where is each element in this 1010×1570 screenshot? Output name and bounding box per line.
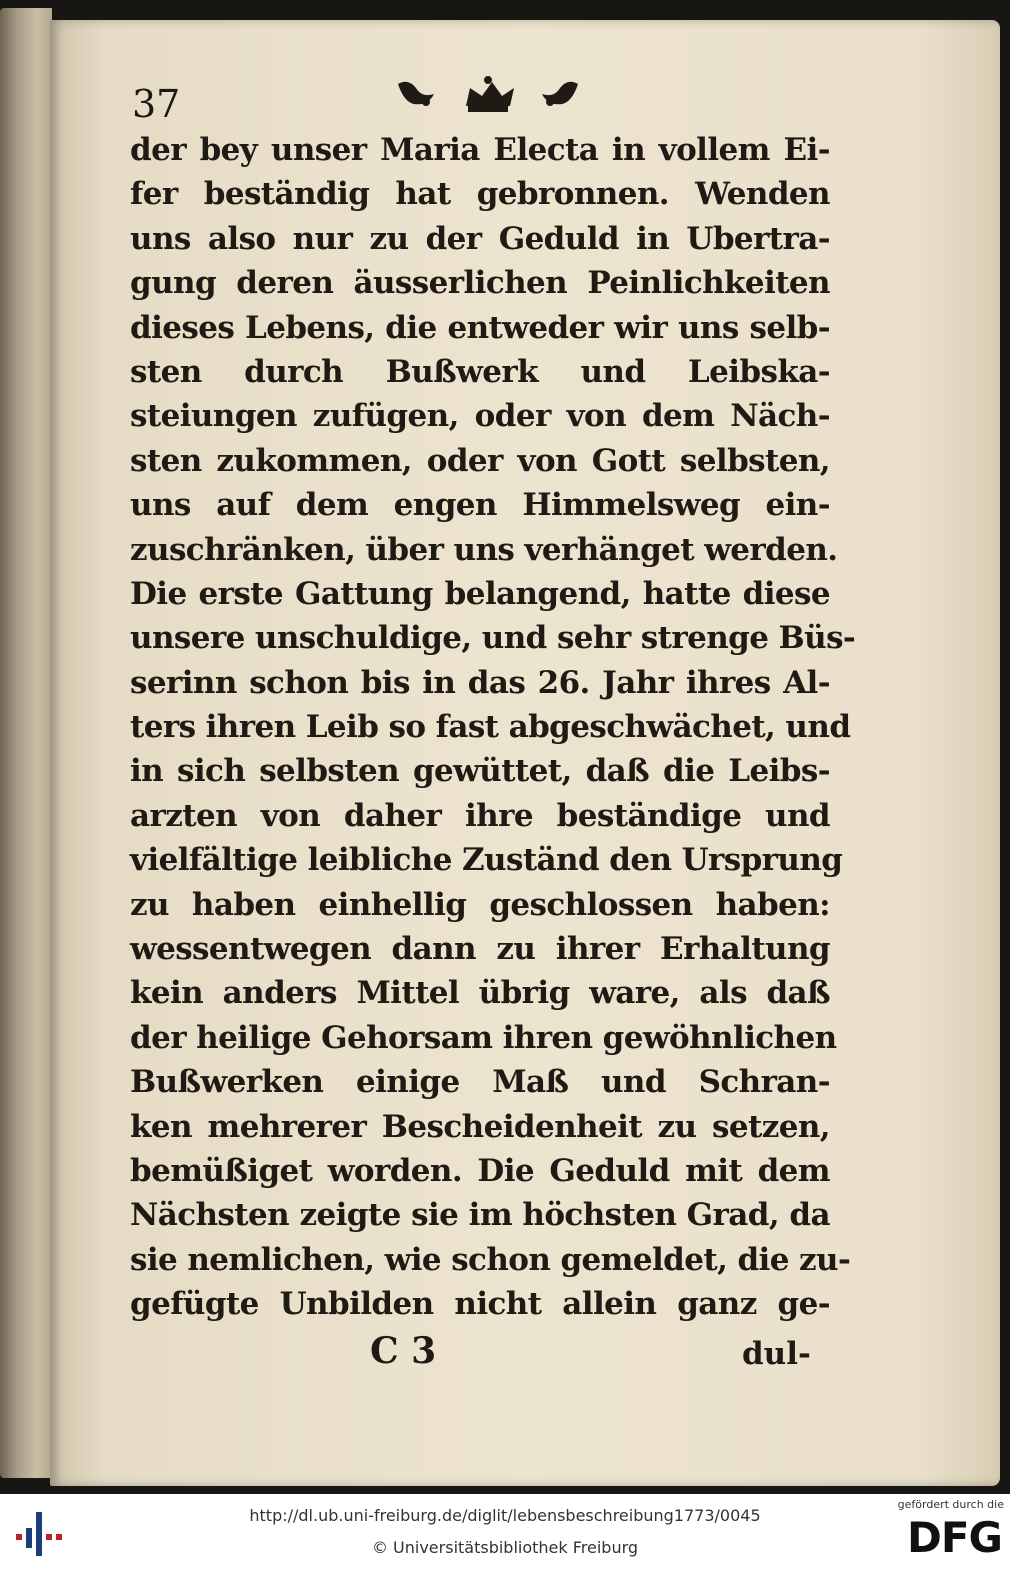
text-line: kein anders Mittel übrig ware, als daß [130, 975, 830, 1012]
text-line: Bußwerken einige Maß und Schran- [130, 1064, 830, 1101]
text-line: in sich selbsten gewüttet, daß die Leibs- [130, 753, 830, 790]
dfg-logo: DFG [906, 1513, 1002, 1562]
text-line: Nächsten zeigte sie im höchsten Grad, da [130, 1197, 830, 1234]
text-line: der heilige Gehorsam ihren gewöhnlichen [130, 1019, 837, 1056]
crown-ornament-icon [388, 72, 588, 120]
funding-caption: gefördert durch die [897, 1498, 1004, 1511]
text-line: ters ihren Leib so fast abgeschwächet, und [130, 709, 851, 746]
page-number: 37 [132, 82, 181, 126]
text-line: gefügte Unbilden nicht allein ganz ge- [130, 1286, 830, 1323]
copyright-notice: © Universitätsbibliothek Freiburg [371, 1538, 639, 1557]
text-line: gung deren äusserlichen Peinlichkeiten [130, 265, 830, 302]
text-line: bemüßiget worden. Die Geduld mit dem [130, 1152, 830, 1189]
text-line: ken mehrerer Bescheidenheit zu setzen, [130, 1108, 830, 1145]
signature-mark: C 3 [370, 1330, 437, 1372]
permalink-url[interactable]: http://dl.ub.uni-freiburg.de/diglit/lebensbeschreibung1773/0045 [249, 1506, 761, 1525]
text-line: uns auf dem engen Himmelsweg ein- [130, 487, 830, 524]
viewer-footer [0, 1494, 1010, 1570]
text-line: der bey unser Maria Electa in vollem Ei- [130, 132, 830, 168]
text-line: sie nemlichen, wie schon gemeldet, die zu- [130, 1241, 851, 1278]
text-line: steiungen zufügen, oder von dem Näch- [130, 398, 830, 435]
text-line: unsere unschuldige, und sehr strenge Büs- [130, 620, 856, 657]
body-text [130, 128, 856, 1327]
text-line: uns also nur zu der Geduld in Ubertra- [130, 220, 830, 257]
text-line: Die erste Gattung belangend, hatte diese [130, 575, 830, 612]
text-line: serinn schon bis in das 26. Jahr ihres Al- [130, 664, 830, 701]
text-line: sten durch Bußwerk und Leibska- [130, 353, 830, 390]
text-line: vielfältige leibliche Zuständ den Ursprung [130, 842, 843, 879]
text-line: dieses Lebens, die entweder wir uns selb- [130, 309, 830, 346]
text-line: zu haben einhellig geschlossen haben: [130, 886, 830, 923]
text-line: fer beständig hat gebronnen. Wenden [130, 176, 830, 213]
text-line: wessentwegen dann zu ihrer Erhaltung [130, 931, 830, 968]
text-line: sten zukommen, oder von Gott selbsten, [130, 442, 830, 479]
text-line: arzten von daher ihre beständige und [130, 797, 830, 834]
previous-page-edge [0, 8, 52, 1478]
catchword: dul- [742, 1336, 811, 1372]
text-line: zuschränken, über uns verhänget werden. [130, 531, 838, 568]
